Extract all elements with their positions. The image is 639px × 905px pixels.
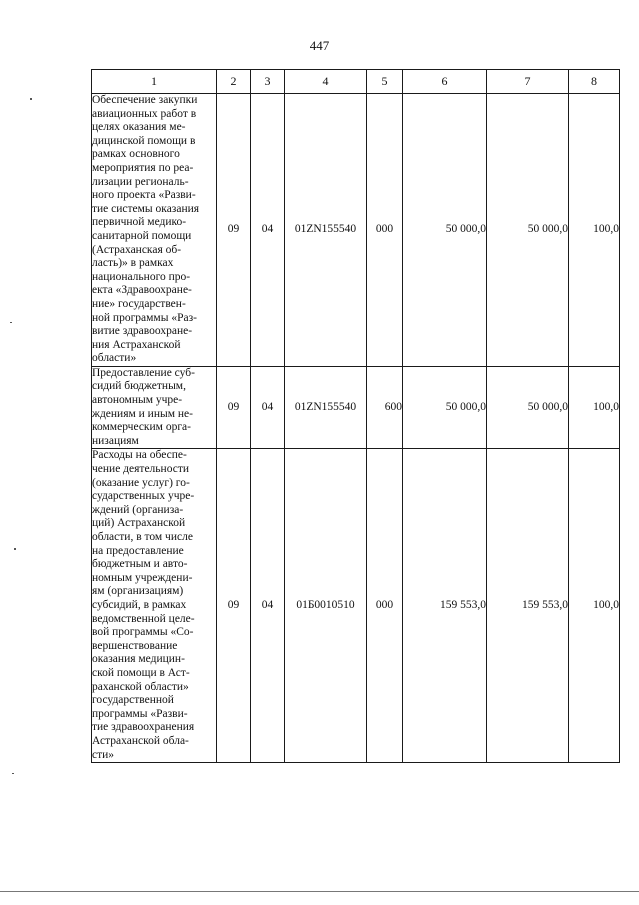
- table-row: [92, 94, 620, 367]
- row-description: Предоставление суб- сидий бюджетным, автономным учре- ждениям и иным не- коммерческим орга- низациям: [92, 366, 217, 449]
- header-col-3: 3: [251, 70, 285, 94]
- target-article-code: 01ZN155540: [285, 366, 367, 449]
- section-code: 09: [217, 94, 251, 367]
- header-col-2: 2: [217, 70, 251, 94]
- header-col-5: 5: [367, 70, 403, 94]
- percent-col-8: 100,0: [569, 94, 620, 367]
- scan-dot: [12, 773, 14, 774]
- percent-col-8: 100,0: [569, 366, 620, 449]
- target-article-code: 01ZN155540: [285, 94, 367, 367]
- amount-col-7: 50 000,0: [487, 94, 569, 367]
- scan-edge-line: [0, 891, 639, 892]
- scan-dot: [14, 548, 16, 550]
- expense-type-code: 000: [367, 94, 403, 367]
- header-col-7: 7: [487, 70, 569, 94]
- amount-col-6: 50 000,0: [403, 366, 487, 449]
- header-col-4: 4: [285, 70, 367, 94]
- scan-dot: [30, 98, 32, 100]
- table-row: [92, 449, 620, 763]
- header-col-8: 8: [569, 70, 620, 94]
- section-code: 09: [217, 366, 251, 449]
- target-article-code: 01Б0010510: [285, 449, 367, 763]
- percent-col-8: 100,0: [569, 449, 620, 763]
- row-description: Обеспечение закупки авиационных работ в целях оказания ме- дицинской помощи в рамках основного мероприятия по реа- лизации региональ- ного проекта «Разви- тие системы оказания первичной медико- санитарной помощи (Астраханская об- ласть)» в рамках национального про- екта «Здравоохране- ние» государствен- ной программы «Раз- витие здравоохране- ния Астраханской области»: [92, 94, 217, 367]
- expense-type-code: 000: [367, 449, 403, 763]
- table-row: [92, 366, 620, 449]
- header-row: [92, 70, 620, 94]
- amount-col-6: 159 553,0: [403, 449, 487, 763]
- section-code: 09: [217, 449, 251, 763]
- header-col-6: 6: [403, 70, 487, 94]
- subsection-code: 04: [251, 449, 285, 763]
- subsection-code: 04: [251, 94, 285, 367]
- subsection-code: 04: [251, 366, 285, 449]
- amount-col-7: 50 000,0: [487, 366, 569, 449]
- amount-col-6: 50 000,0: [403, 94, 487, 367]
- header-col-1: 1: [92, 70, 217, 94]
- expense-type-code: 600: [367, 366, 403, 449]
- amount-col-7: 159 553,0: [487, 449, 569, 763]
- scan-dot: [10, 322, 12, 323]
- row-description: Расходы на обеспе- чение деятельности (оказание услуг) го- сударственных учре- ждений (организа- ций) Астраханской области, в том числе на предоставление бюджетным и авто- номным учреждени- ям (организациям) субсидий, в рамках ведомственной целе- вой программы «Со- вершенствование оказания медицин- ской помощи в Аст- раханской области» государственной программы «Разви- тие здравоохранения Астраханской обла- сти»: [92, 449, 217, 763]
- page-number: 447: [309, 38, 330, 53]
- budget-table: [91, 69, 620, 763]
